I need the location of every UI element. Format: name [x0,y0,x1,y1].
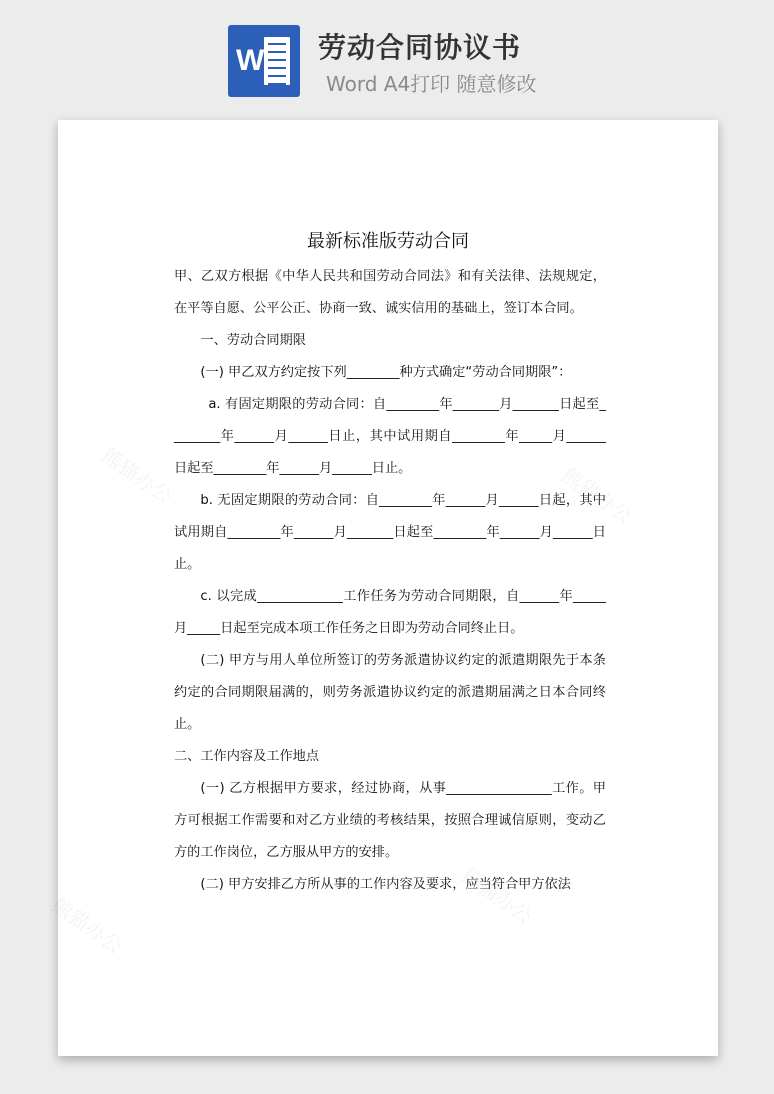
document-paragraph: b. 无固定期限的劳动合同：自________年______月______日起，其中试用期自________年______月_______日起至________年______月______日止。 [174,493,606,572]
banner [0,0,774,110]
watermark: 熊猫办公 [557,462,637,529]
document-paragraph: (一) 甲乙双方约定按下列________种方式确定“劳动合同期限”： [200,365,572,380]
document-page-icon [264,37,290,85]
logo-letter: W [236,44,265,77]
document-paragraph: 二、工作内容及工作地点 [174,749,320,764]
document-paragraph: 甲、乙双方根据《中华人民共和国劳动合同法》和有关法律、法规规定，在平等自愿、公平公正、协商一致、诚实信用的基础上，签订本合同。 [174,269,606,316]
watermark: 熊猫办公 [457,862,537,929]
banner-title: 劳动合同协议书 [318,31,522,64]
document-body [174,261,606,901]
banner-subtitle: Word A4打印 随意修改 [326,72,537,96]
document-paragraph: 一、劳动合同期限 [200,333,306,348]
watermark: 熊猫办公 [47,892,127,959]
word-logo-icon [228,25,300,97]
watermark: 熊猫办公 [97,442,177,509]
document-paragraph: (一) 乙方根据甲方要求，经过协商，从事________________工作。甲方可根据工作需要和对乙方业绩的考核结果，按照合理诚信原则，变动乙方的工作岗位，乙方服从甲方的安排。 [174,781,606,860]
document-paragraph: a. 有固定期限的劳动合同：自________年_______月_______日起至________年______月______日止，其中试用期自________年_____月______日起至________年______月______日止。 [174,397,606,476]
document-paragraph: (二) 甲方与用人单位所签订的劳务派遣协议约定的派遣期限先于本条约定的合同期限届满的，则劳务派遣协议约定的派遣期届满之日本合同终止。 [174,653,606,732]
document-paragraph: c. 以完成_____________工作任务为劳动合同期限，自______年_____月_____日起至完成本项工作任务之日即为劳动合同终止日。 [174,589,606,636]
document-page [47,120,718,1056]
document-title: 最新标准版劳动合同 [307,231,469,252]
document-paragraph: (二) 甲方安排乙方所从事的工作内容及要求，应当符合甲方依法 [200,877,571,892]
